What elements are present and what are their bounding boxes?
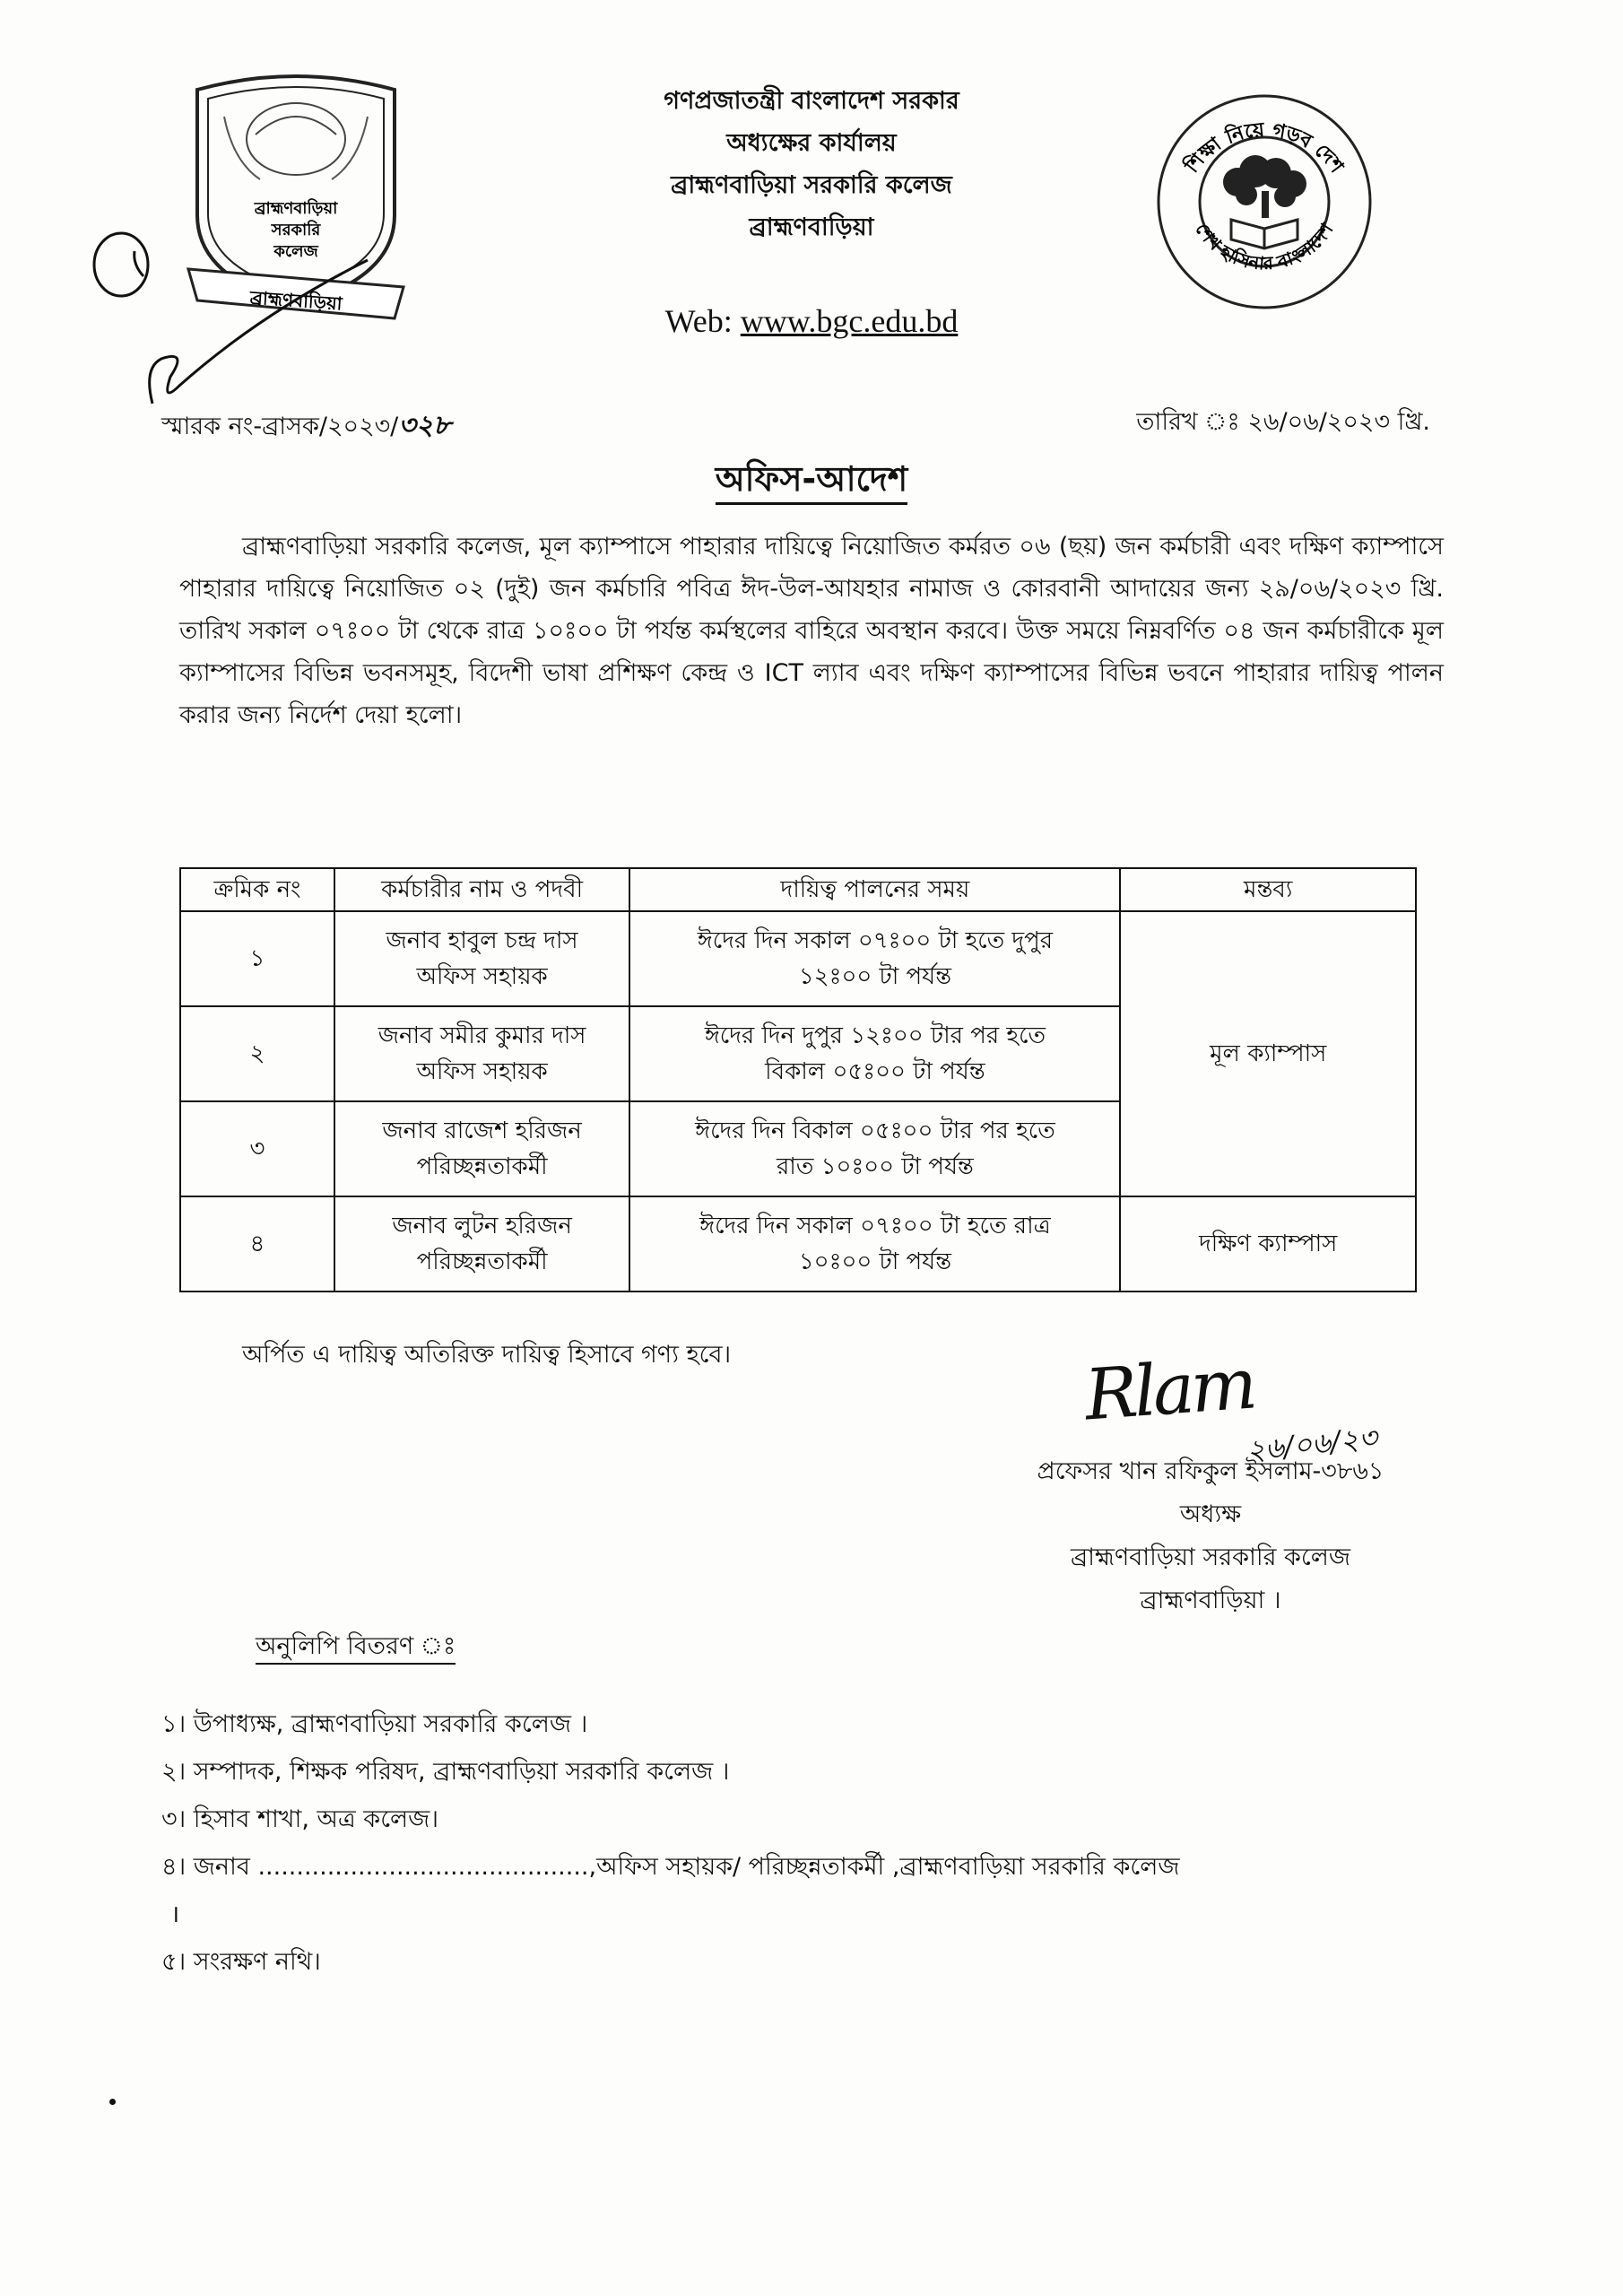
emblem-bottom-text: শেখ হাসিনার বাংলাদেশ [1191,218,1338,274]
memo-number-label: স্মারক নং-ব্রাসক/২০২৩/ [161,413,399,440]
cc-title [256,1628,456,1668]
serial-cell: ২ [180,1006,334,1101]
signatory-name: প্রফেসর খান রফিকুল ইসলাম-৩৮৬১ [1037,1457,1384,1485]
table-row [180,911,1416,1006]
employee-designation: পরিচ্ছন্নতাকর্মী [416,1248,548,1275]
employee-name: জনাব লুটন হরিজন [392,1213,572,1239]
header-serial: ক্রমিক নং [180,868,334,911]
crest-text-line-1: ব্রাহ্মণবাড়িয়া [254,199,338,218]
name-cell [334,1101,630,1196]
table-header-row [180,868,1416,911]
website-label: Web: [664,303,733,339]
signature-block [959,1450,1462,1622]
emblem-top-text: শিক্ষা নিয়ে গড়ব দেশ [1181,118,1348,178]
signatory-institution: ব্রাহ্মণবাড়িয়া সরকারি কলেজ [1070,1544,1351,1571]
time-line-1: ঈদের দিন দুপুর ১২ঃ০০ টার পর হতে [704,1022,1046,1049]
signatory-designation: অধ্যক্ষ [1179,1500,1242,1528]
header-line-college: ব্রাহ্মণবাড়িয়া সরকারি কলেজ [671,171,952,199]
employee-designation: অফিস সহায়ক [416,1058,548,1085]
remark-south-campus: দক্ষিণ ক্যাম্পাস [1120,1196,1416,1292]
employee-designation: পরিচ্ছন্নতাকর্মী [416,1153,548,1180]
cc-title-text: অনুলিপি বিতরণ ঃ [256,1632,456,1665]
tree-icon [1223,155,1306,218]
time-line-1: ঈদের দিন সকাল ০৭ঃ০০ টা হতে রাত্র [699,1213,1051,1239]
cc-item: ৪। জনাব ...........................................,অফিস সহায়ক/ পরিচ্ছন্নতাকর্মী ,ব্রাহ্মণবাড়িয়া সরকারি কলেজ [161,1853,1180,1881]
website-line [0,302,1623,340]
cc-item: ১। উপাধ্যক্ষ, ব্রাহ্মণবাড়িয়া সরকারি কলেজ । [161,1710,588,1738]
cc-item: । [170,1900,180,1928]
time-line-2: ১২ঃ০০ টা পর্যন্ত [798,963,952,990]
signature-scribble: Rlam [1082,1344,1257,1437]
cc-item: ৩। হিসাব শাখা, অত্র কলেজ। [161,1805,438,1833]
name-cell [334,911,630,1006]
responsibility-note: অর্পিত এ দায়িত্ব অতিরিক্ত দায়িত্ব হিসাবে গণ্য হবে। [242,1341,732,1369]
serial-cell: ৩ [180,1101,334,1196]
table-row [180,1196,1416,1292]
name-cell [334,1006,630,1101]
time-cell [629,1196,1120,1292]
header-line-government: গণপ্রজাতন্ত্রী বাংলাদেশ সরকার [664,87,959,115]
time-line-2: ১০ঃ০০ টা পর্যন্ত [798,1248,952,1275]
memo-date: তারিখ ঃ ২৬/০৬/২০২৩ খ্রি. [1136,408,1430,436]
emblem-logo [1152,85,1376,314]
duty-table [179,867,1417,1292]
cc-item: ২। সম্পাদক, শিক্ষক পরিষদ, ব্রাহ্মণবাড়িয়া সরকারি কলেজ । [161,1758,730,1786]
order-body [179,526,1444,736]
remark-main-campus: মূল ক্যাম্পাস [1120,911,1416,1196]
book-icon [1231,220,1298,248]
crest-banner: ব্রাহ্মণবাড়িয়া [249,286,343,315]
order-title [0,453,1623,510]
header-line-office: অধ্যক্ষের কার্যালয় [726,129,897,157]
employee-name: জনাব রাজেশ হরিজন [382,1118,582,1144]
time-line-1: ঈদের দিন সকাল ০৭ঃ০০ টা হতে দুপুর [697,927,1054,954]
time-cell [629,911,1120,1006]
header-line-district: ব্রাহ্মণবাড়িয়া [749,213,874,241]
time-line-1: ঈদের দিন বিকাল ০৫ঃ০০ টার পর হতে [695,1118,1055,1144]
header-name: কর্মচারীর নাম ও পদবী [334,868,630,911]
employee-name: জনাব সমীর কুমার দাস [378,1022,586,1049]
cc-item: ৫। সংরক্ষণ নথি। [161,1948,321,1976]
time-cell [629,1101,1120,1196]
time-cell [629,1006,1120,1101]
signatory-place: ব্রাহ্মণবাড়িয়া । [1140,1587,1281,1614]
order-body-text: ব্রাহ্মণবাড়িয়া সরকারি কলেজ, মূল ক্যাম্পাসে পাহারার দায়িত্বে নিয়োজিত কর্মরত ০৬ (ছয়) জন কর্মচারী এবং দক্ষিণ ক্যাম্পাসে পাহারার দায়িত্বে নিয়োজিত ০২ (দুই) জন কর্মচারি পবিত্র ঈদ-উল-আযহার নামাজ ও কোরবানী আদায়ের জন্য ২৯/০৬/২০২৩ খ্রি. তারিখ সকাল ০৭ঃ০০ টা থেকে রাত্র ১০ঃ০০ টা পর্যন্ত কর্মস্থলের বাহিরে অবস্থান করবে। উক্ত সময়ে নিম্নবর্ণিত ০৪ জন কর্মচারীকে মূল ক্যাম্পাসের বিভিন্ন ভবনসমূহ, বিদেশী ভাষা প্রশিক্ষণ কেন্দ্র ও ICT ল্যাব এবং দক্ষিণ ক্যাম্পাসের বিভিন্ন ভবনে পাহারার দায়িত্ব পালন করার জন্য নির্দেশ দেয়া হলো। [179,533,1444,729]
time-line-2: রাত ১০ঃ০০ টা পর্যন্ত [777,1153,974,1180]
name-cell [334,1196,630,1292]
header-remark: মন্তব্য [1120,868,1416,911]
header-time: দায়িত্ব পালনের সময় [629,868,1120,911]
website-link[interactable]: www.bgc.edu.bd [740,303,959,339]
time-line-2: বিকাল ০৫ঃ০০ টা পর্যন্ত [765,1058,985,1085]
crest-text-line-2: সরকারি [271,221,321,239]
serial-cell: ৪ [180,1196,334,1292]
employee-name: জনাব হাবুল চন্দ্র দাস [386,927,578,954]
serial-cell: ১ [180,911,334,1006]
signature-date: ২৬/০৬/২৩ [1245,1420,1379,1468]
memo-number [161,404,451,449]
crest-text-line-3: কলেজ [273,242,318,261]
order-title-text: অফিস-আদেশ [716,459,907,505]
ink-dot [109,2099,116,2105]
employee-designation: অফিস সহায়ক [416,963,548,990]
memo-number-handwritten: ৩২৮ [398,410,451,441]
